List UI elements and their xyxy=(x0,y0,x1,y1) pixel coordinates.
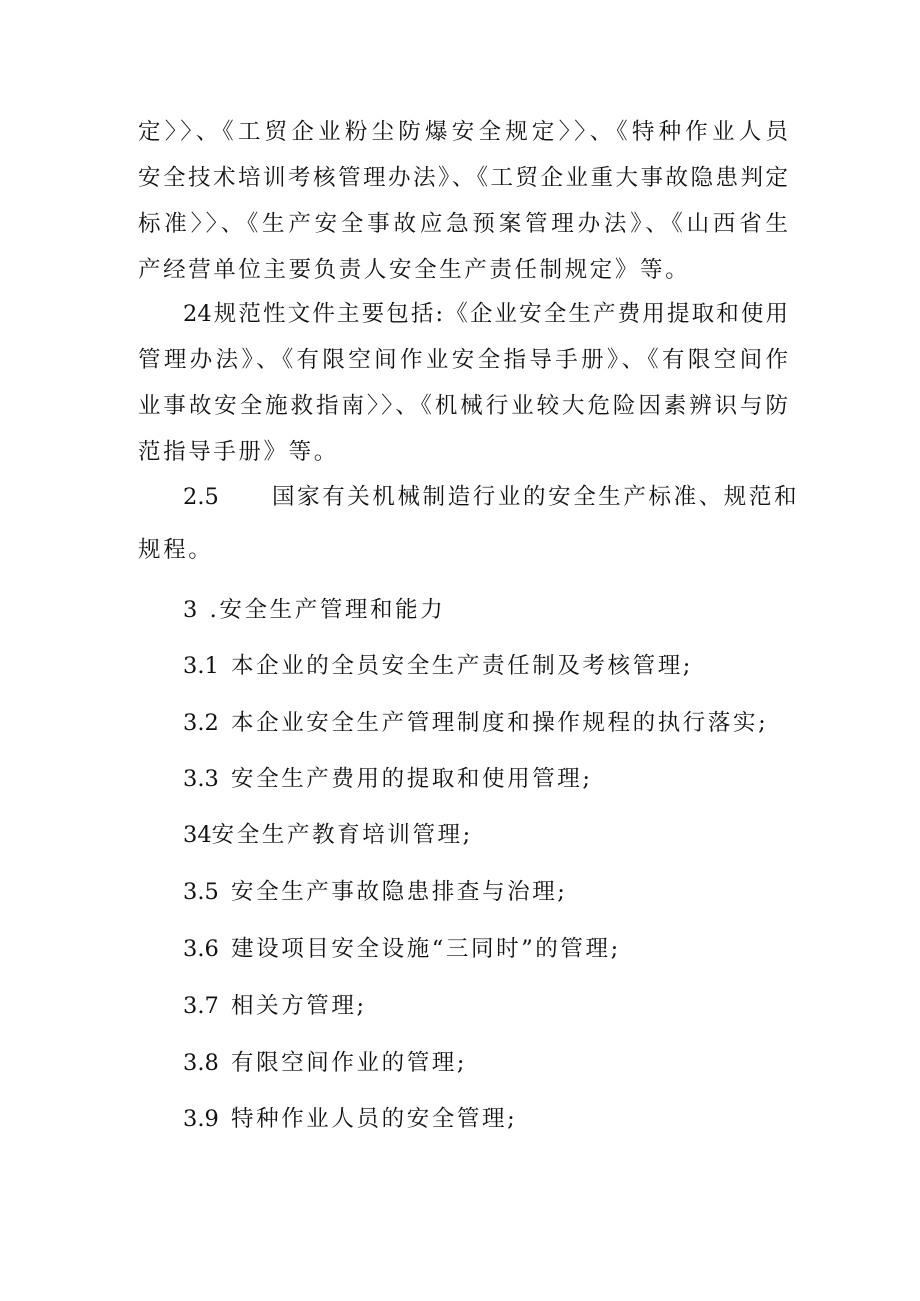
item-text: 安全生产费用的提取和使用管理; xyxy=(231,766,593,792)
item-text: 特种作业人员的安全管理; xyxy=(231,1106,518,1132)
section-2-5-text: 国家有关机械制造行业的安全生产标准、规范和 xyxy=(272,484,800,510)
section-2-5-line-2: 规程。 xyxy=(138,537,214,563)
section-3-item xyxy=(183,988,788,1024)
section-2-5-number: 2.5 xyxy=(183,484,219,510)
item-number: 3.3 xyxy=(183,766,219,792)
normative-line-2: 管理办法》、《有限空间作业安全指导手册》、《有限空间作 xyxy=(138,347,788,373)
item-number: 3.8 xyxy=(183,1050,219,1076)
item-number: 3.7 xyxy=(183,993,219,1019)
section-3-item xyxy=(183,761,788,797)
item-text: 安全生产事故隐患排查与治理; xyxy=(231,879,568,905)
section-3-item xyxy=(183,1045,788,1081)
normative-line-3: 业事故安全施救指南〉〉、《机械行业较大危险因素辨识与防 xyxy=(138,393,788,419)
item-number: 3.6 xyxy=(183,936,219,962)
normative-line-4: 范指导手册》等。 xyxy=(138,439,339,465)
section-2-5-line-1 xyxy=(183,479,800,515)
laws-line-4: 产经营单位主要负责人安全生产责任制规定》等。 xyxy=(138,257,691,283)
laws-line-2: 安全技术培训考核管理办法》、《工贸企业重大事故隐患判定 xyxy=(138,165,788,191)
item-number: 3.2 xyxy=(183,710,219,736)
item-number: 3.9 xyxy=(183,1106,219,1132)
item-number: 34 xyxy=(183,822,212,848)
laws-line-3: 标准〉〉、《生产安全事故应急预案管理办法》、《山西省生 xyxy=(138,211,788,237)
item-text: 建设项目安全设施“三同时”的管理; xyxy=(231,936,621,962)
section-3-item xyxy=(183,931,788,967)
section-3-item xyxy=(183,1101,788,1137)
item-text: 相关方管理; xyxy=(231,993,367,1019)
item-text: 本企业的全员安全生产责任制及考核管理; xyxy=(231,653,693,679)
section-3-item xyxy=(183,705,788,741)
item-number: 3.1 xyxy=(183,653,219,679)
section-3-heading: 3 .安全生产管理和能力 xyxy=(183,597,446,623)
item-text: 安全生产教育培训管理; xyxy=(211,822,473,848)
item-text: 本企业安全生产管理制度和操作规程的执行落实; xyxy=(231,710,769,736)
section-3-item xyxy=(183,874,788,910)
section-3-item xyxy=(183,648,788,684)
laws-line-1: 定〉〉、《工贸企业粉尘防爆安全规定〉〉、《特种作业人员 xyxy=(138,119,788,145)
section-3-item xyxy=(183,817,788,853)
normative-line-1: 24规范性文件主要包括:《企业安全生产费用提取和使用 xyxy=(183,301,788,327)
item-number: 3.5 xyxy=(183,879,219,905)
item-text: 有限空间作业的管理; xyxy=(231,1050,468,1076)
